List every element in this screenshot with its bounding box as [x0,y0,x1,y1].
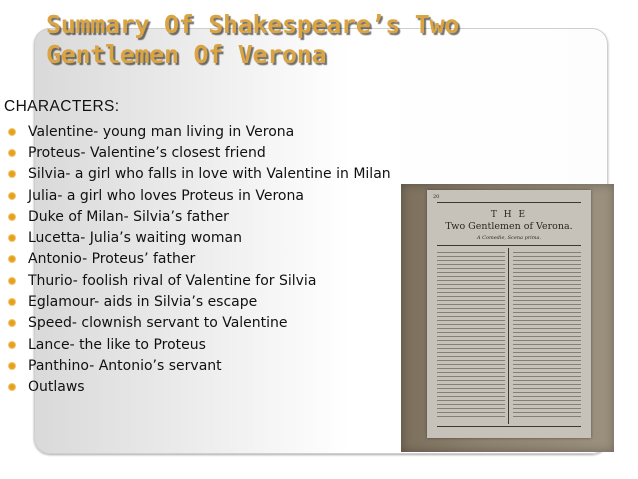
bullet-icon [9,129,15,135]
page-bottom-rule [437,426,581,427]
book-the: T H E [490,210,528,220]
bullet-icon [9,193,15,199]
list-item [4,291,391,312]
list-item-text: Panthino- Antonio’s servant [28,357,222,374]
page-number: 20 [433,194,440,200]
list-item [4,121,391,142]
title-line-2: Gentlemen Of Verona [46,40,327,69]
slide-title [46,10,606,70]
list-item [4,206,391,227]
column-divider [508,248,509,424]
bullet-icon [9,299,15,305]
bullet-icon [9,150,15,156]
bullet-icon [9,171,15,177]
list-item-text: Duke of Milan- Silvia’s father [28,208,229,225]
characters-heading: CHARACTERS: [4,98,120,115]
list-item-text: Lucetta- Julia’s waiting woman [28,230,242,247]
bullet-icon [9,363,15,369]
list-item-text: Eglamour- aids in Silvia’s escape [28,294,258,311]
book-page [427,190,591,438]
list-item-text: Lance- the like to Proteus [28,336,206,353]
character-list [4,121,391,398]
bullet-icon [9,214,15,220]
list-item-text: Speed- clownish servant to Valentine [28,315,288,332]
bullet-icon [9,256,15,262]
list-item-text: Julia- a girl who loves Proteus in Verona [28,187,304,204]
bullet-icon [9,235,15,241]
list-item [4,270,391,291]
bullet-icon [9,384,15,390]
title-line-1: Summary Of Shakespeare’s Two [46,10,460,39]
page-top-rule [437,202,581,203]
list-item-text: Antonio- Proteus’ father [28,251,196,268]
list-item [4,185,391,206]
text-column-right [513,252,581,420]
list-item [4,227,391,248]
list-item [4,142,391,163]
page-mid-rule [437,245,581,246]
list-item [4,377,391,398]
list-item-text: Valentine- young man living in Verona [28,123,295,140]
book-play-title: Two Gentlemen of Verona. [445,221,573,232]
first-folio-page-image [401,184,614,452]
text-column-left [437,252,505,420]
bullet-icon [9,342,15,348]
list-item [4,334,391,355]
list-item-text: Proteus- Valentine’s closest friend [28,144,266,161]
list-item [4,313,391,334]
list-item-text: Thurio- foolish rival of Valentine for Silvia [28,272,317,289]
bullet-icon [9,320,15,326]
list-item [4,164,391,185]
list-item [4,355,391,376]
list-item-text: Silvia- a girl who falls in love with Valentine in Milan [28,166,391,183]
list-item [4,249,391,270]
bullet-icon [9,278,15,284]
list-item-text: Outlaws [28,379,85,396]
book-subtitle: A Comedie, Scena prima. [476,235,542,241]
